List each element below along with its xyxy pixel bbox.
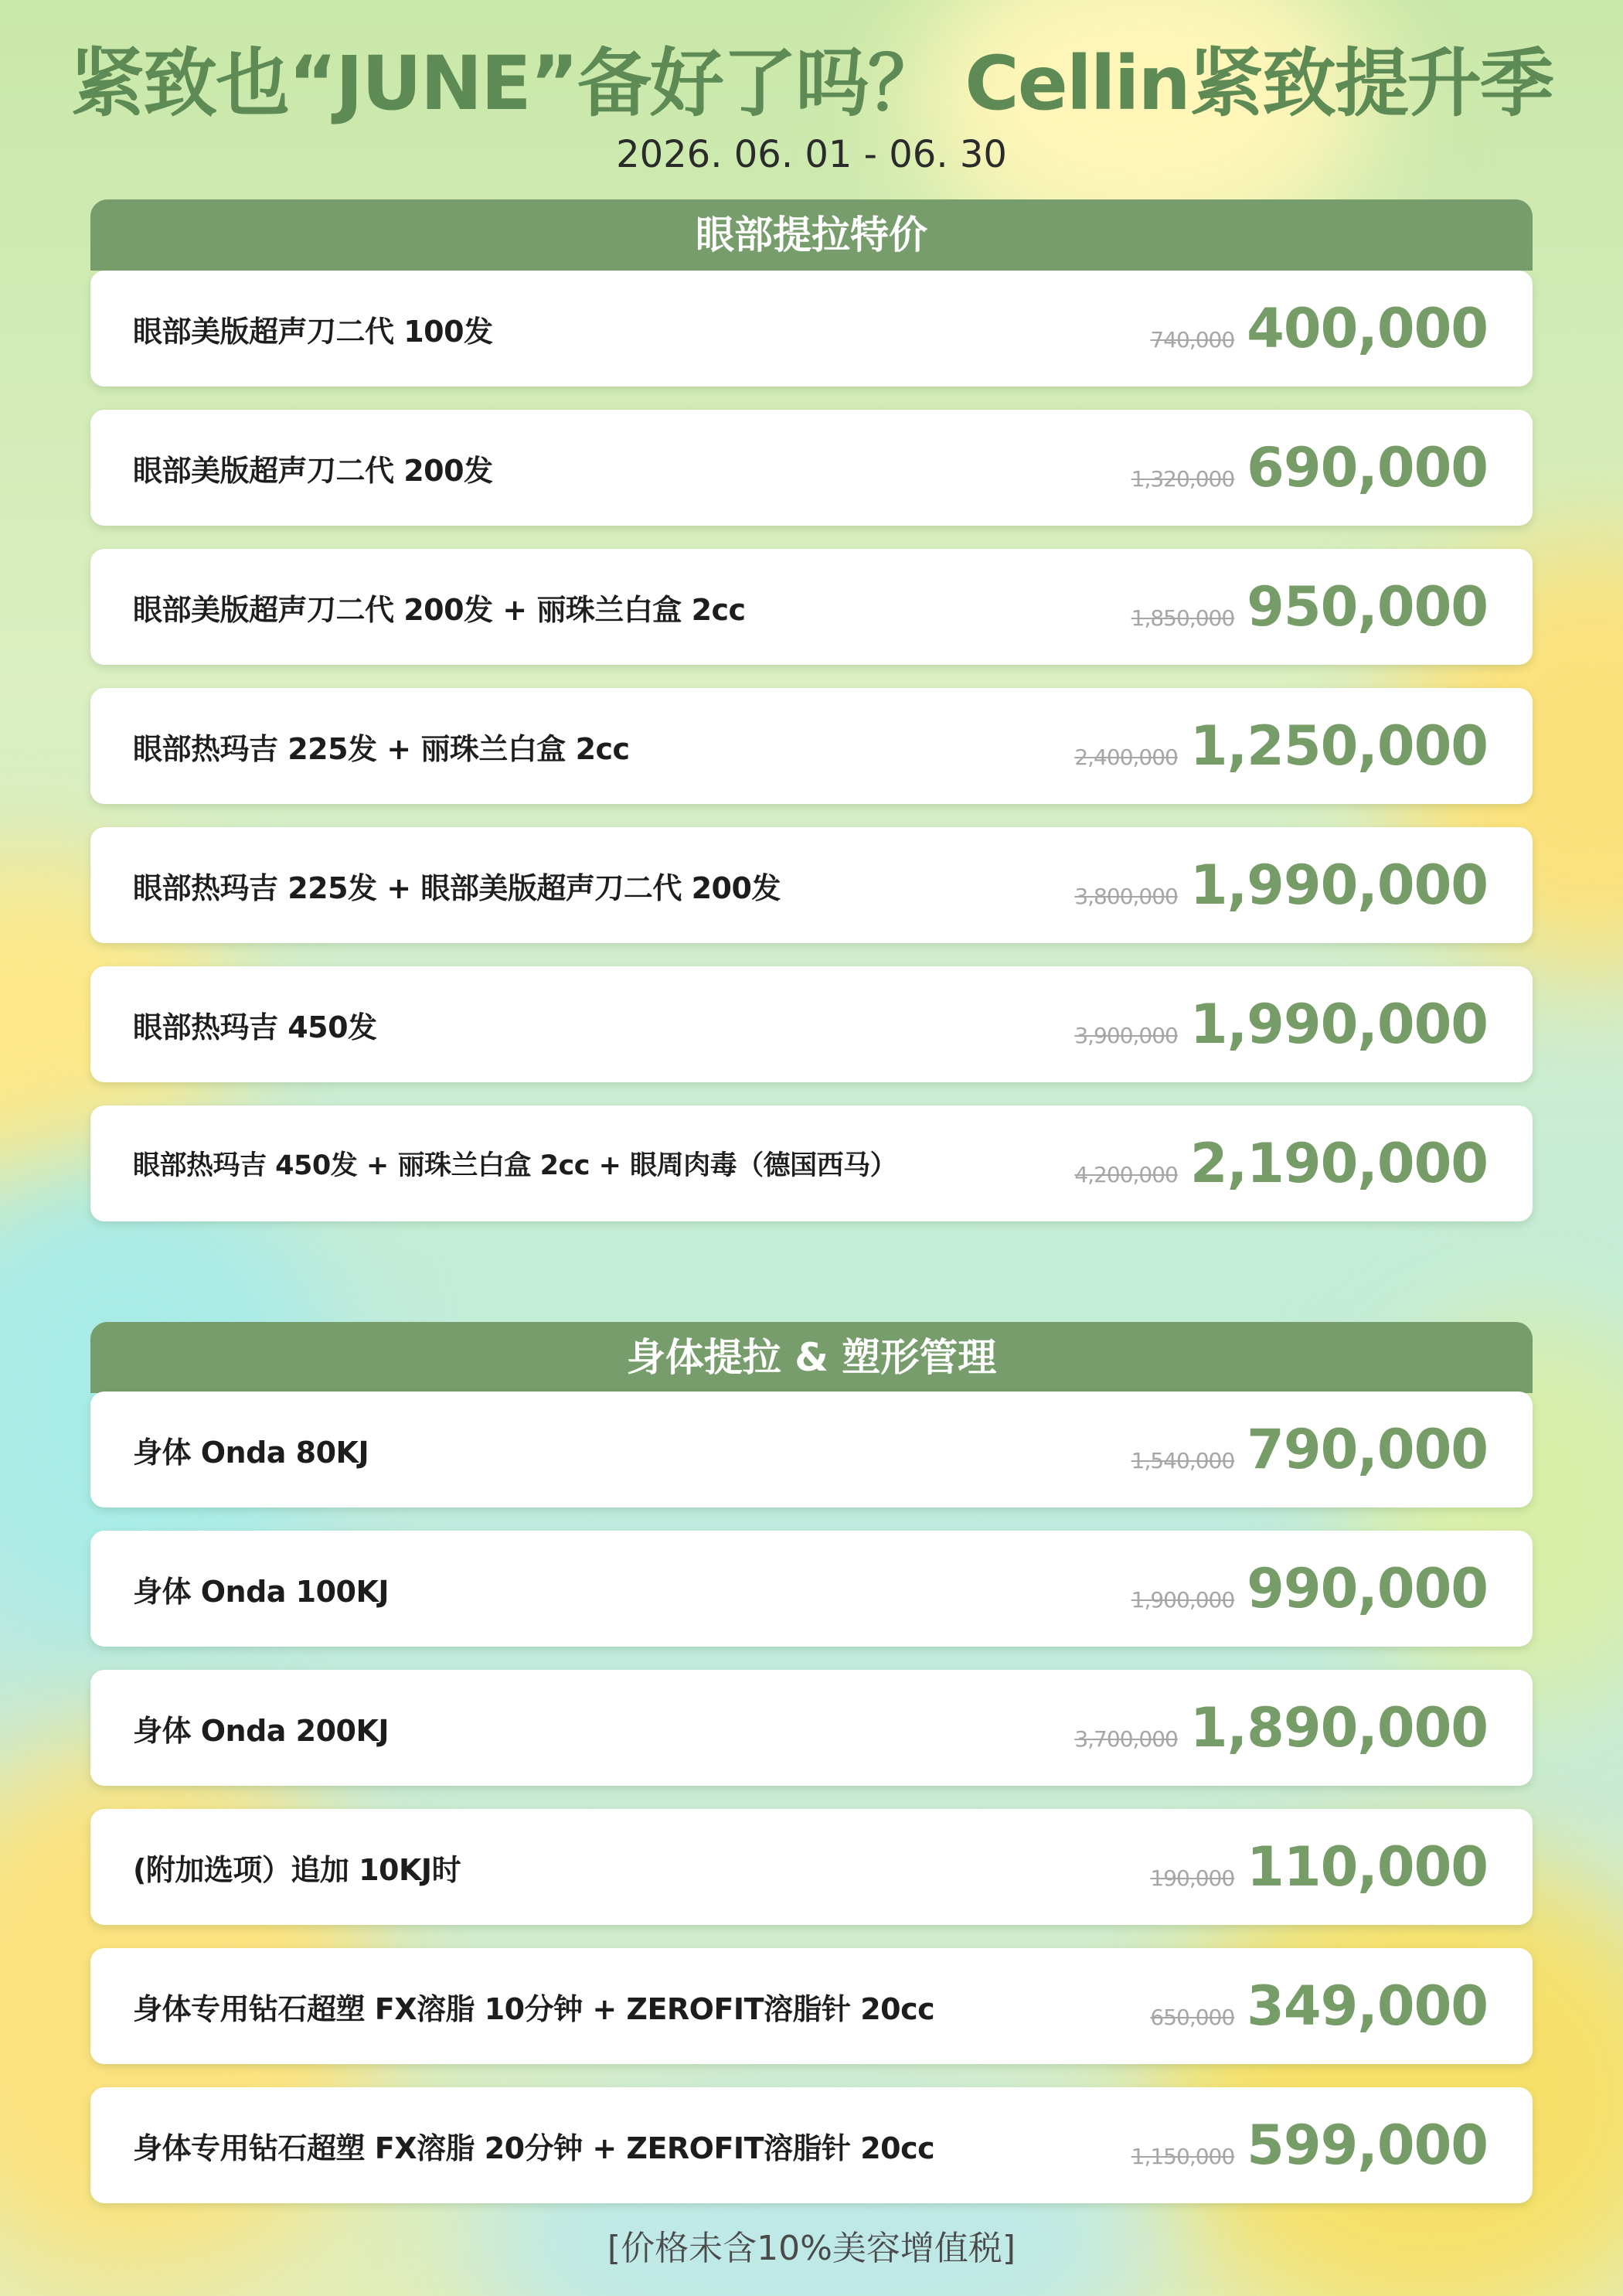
original-price: 3,700,000 <box>1074 1726 1178 1752</box>
original-price: 2,400,000 <box>1074 744 1178 770</box>
price-item <box>90 1531 1533 1647</box>
item-prices <box>1074 1696 1488 1759</box>
item-name: 身体专用钻石超塑 FX溶脂 20分钟 + ZEROFIT溶脂针 20cc <box>133 2131 935 2165</box>
sale-price: 1,890,000 <box>1189 1696 1488 1759</box>
item-prices <box>1131 1557 1488 1620</box>
item-prices <box>1074 993 1488 1056</box>
item-name: (附加选项）追加 10KJ时 <box>133 1852 461 1887</box>
original-price: 3,800,000 <box>1074 884 1178 909</box>
sale-price: 1,250,000 <box>1189 714 1488 778</box>
original-price: 190,000 <box>1150 1865 1235 1891</box>
sale-price: 790,000 <box>1247 1418 1488 1481</box>
price-item <box>90 966 1533 1082</box>
price-item <box>90 410 1533 526</box>
original-price: 1,540,000 <box>1131 1448 1235 1473</box>
original-price: 1,320,000 <box>1131 466 1235 492</box>
item-name: 眼部热玛吉 225发 + 丽珠兰白盒 2cc <box>133 731 630 766</box>
price-item <box>90 2087 1533 2203</box>
original-price: 1,150,000 <box>1131 2144 1235 2169</box>
original-price: 1,900,000 <box>1131 1587 1235 1613</box>
sale-price: 349,000 <box>1247 1974 1488 2038</box>
item-name: 眼部美版超声刀二代 200发 <box>133 453 493 488</box>
item-name: 身体专用钻石超塑 FX溶脂 10分钟 + ZEROFIT溶脂针 20cc <box>133 1991 935 2026</box>
item-name: 眼部热玛吉 450发 + 丽珠兰白盒 2cc + 眼周肉毒（德国西马） <box>133 1150 897 1181</box>
item-prices <box>1074 714 1488 778</box>
item-prices <box>1131 575 1488 639</box>
promo-date-range: 2026. 06. 01 - 06. 30 <box>616 133 1007 176</box>
original-price: 1,850,000 <box>1131 605 1235 631</box>
item-name: 眼部美版超声刀二代 100发 <box>133 314 493 349</box>
sale-price: 990,000 <box>1247 1557 1488 1620</box>
sale-price: 400,000 <box>1247 297 1488 360</box>
sale-price: 599,000 <box>1247 2114 1488 2177</box>
item-prices <box>1150 1974 1488 2038</box>
sale-price: 690,000 <box>1247 436 1488 499</box>
item-name: 眼部美版超声刀二代 200发 + 丽珠兰白盒 2cc <box>133 592 746 627</box>
price-item <box>90 1948 1533 2064</box>
item-prices <box>1074 853 1488 917</box>
page-title: 紧致也“JUNE”备好了吗？ Cellin紧致提升季 <box>70 40 1553 127</box>
sale-price: 2,190,000 <box>1189 1132 1488 1195</box>
item-prices <box>1150 297 1488 360</box>
item-prices <box>1131 2114 1488 2177</box>
tax-note: [价格未含10%美容增值税] <box>607 2229 1016 2268</box>
item-prices <box>1131 436 1488 499</box>
item-prices <box>1074 1132 1488 1195</box>
section-heading-eye: 眼部提拉特价 <box>90 199 1533 271</box>
item-name: 身体 Onda 100KJ <box>133 1574 390 1609</box>
item-prices <box>1150 1835 1488 1899</box>
original-price: 650,000 <box>1150 2005 1235 2030</box>
item-name: 身体 Onda 200KJ <box>133 1713 390 1748</box>
section-heading-body: 身体提拉 & 塑形管理 <box>90 1322 1533 1393</box>
sale-price: 1,990,000 <box>1189 993 1488 1056</box>
price-item <box>90 1105 1533 1221</box>
original-price: 3,900,000 <box>1074 1023 1178 1048</box>
item-name: 眼部热玛吉 225发 + 眼部美版超声刀二代 200发 <box>133 870 781 905</box>
price-item <box>90 688 1533 804</box>
price-item <box>90 1392 1533 1507</box>
item-name: 身体 Onda 80KJ <box>133 1435 369 1470</box>
price-item <box>90 1809 1533 1925</box>
original-price: 4,200,000 <box>1074 1162 1178 1187</box>
price-item <box>90 827 1533 943</box>
sale-price: 110,000 <box>1247 1835 1488 1899</box>
original-price: 740,000 <box>1150 327 1235 353</box>
item-name: 眼部热玛吉 450发 <box>133 1010 377 1044</box>
sale-price: 950,000 <box>1247 575 1488 639</box>
price-item <box>90 271 1533 387</box>
price-item <box>90 549 1533 665</box>
item-prices <box>1131 1418 1488 1481</box>
price-item <box>90 1670 1533 1786</box>
sale-price: 1,990,000 <box>1189 853 1488 917</box>
